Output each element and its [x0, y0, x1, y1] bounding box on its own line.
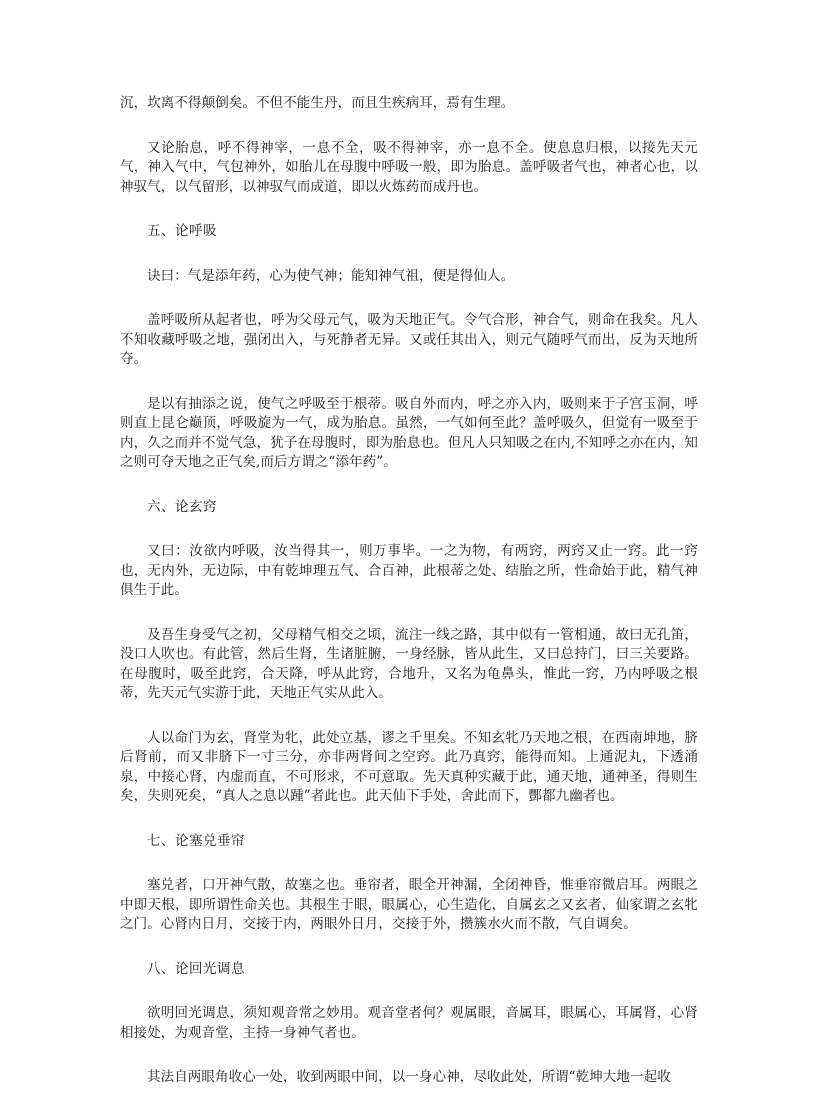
- section-heading-huiguang: 八、论回光调息: [147, 960, 245, 977]
- section-heading-saidui: 七、论塞兑垂帘: [147, 832, 245, 849]
- paragraph-method: 其法自两眼角收心一处，收到两眼中间，以一身心神，尽收此处，所谓“乾坤大地一起收: [147, 1069, 671, 1085]
- paragraph-guanyintang: 欲明回光调息，须知观音常之妙用。观音堂者何？观属眼，音属耳，眼属心，耳属肾，心肾相接处，为观音堂，主持一身神气者也。: [120, 1005, 698, 1041]
- paragraph-mingmen: 人以命门为玄，肾堂为牝，此处立基，谬之千里矣。不知玄牝乃天地之根，在西南坤地，脐后肾前，而又非脐下一寸三分，亦非两肾间之空窍。此乃真窍，能得而知。上通泥丸，下透涌泉，中接心肾，内虚而直，不可形求，不可意取。先天真种实藏于此，通天地，通神圣，得则生矣，失则死矣，“真人之息以踵”者此也。此天仙下手处，舍此而下，酆都九幽者也。: [120, 729, 698, 804]
- paragraph-huxi-origin: 盖呼吸所从起者也，呼为父母元气，吸为天地正气。令气合形，神合气，则命在我矣。凡人不知收藏呼吸之地，强闭出入，与死静者无异。又或任其出入，则元气随呼气而出，反为天地所夺。: [120, 312, 698, 367]
- section-heading-huxi: 五、论呼吸: [147, 223, 217, 239]
- paragraph-continuation: 沉，坎离不得颠倒矣。不但不能生丹，而且生疾病耳，焉有生理。: [120, 95, 515, 111]
- paragraph-youyue: 又曰：汝欲内呼吸，汝当得其一，则万事毕。一之为物，有两窍，两窍又止一窍。此一窍也，无内外，无边际，中有乾坤理五气、合百神，此根蒂之处、结胎之所，性命始于此，精气神俱生于此。: [120, 543, 698, 598]
- paragraph-taixi: 又论胎息，呼不得神宰，一息不全，吸不得神宰，亦一息不全。使息息归根，以接先天元气，神入气中，气包神外，如胎儿在母腹中呼吸一般，即为胎息。盖呼吸者气也，神者心也，以神驭气，以气留形，以神驭气而成道，即以火炼药而成丹也。: [120, 139, 698, 195]
- paragraph-saidui: 塞兑者，口开神气散，故塞之也。垂帘者，眼全开神漏，全闭神昏，惟垂帘微启耳。两眼之中即天根，即所谓性命关也。其根生于眼，眼属心，心生造化，自属玄之又玄者，仙家谓之玄牝之门。心肾内日月，交接于内，两眼外日月，交接于外，攒簇水火而不散，气自调矣。: [120, 877, 698, 932]
- paragraph-shoqi: 及吾生身受气之初，父母精气相交之顷，流注一线之路，其中似有一管相通，故曰无孔笛，没口人吹也。有此管，然后生肾，生诸脏腑，一身经脉，皆从此生，又曰总持门，曰三关要路。在母腹时，吸至此窍，合天降，呼从此窍，合地升，又名为龟鼻头，惟此一窍，乃内呼吸之根蒂，先天元气实游于此，天地正气实从此入。: [120, 626, 698, 701]
- paragraph-choutian: 是以有抽添之说，使气之呼吸至于根蒂。吸自外而内，呼之亦入内，吸则来于子宫玉洞，呼则直上昆仑巅顶，呼吸旋为一气，成为胎息。虽然，一气如何至此？盖呼吸久，但觉有一吸至于内，久之而并不觉气急，犹子在母腹时，即为胎息也。但凡人只知吸之在内,不知呼之亦在内，知之则可夺天地之正气矣,而后方谓之“添年药”。: [120, 395, 698, 470]
- document-page: [120, 94, 698, 1113]
- section-heading-xuanqiao: 六、论玄窍: [147, 498, 217, 515]
- paragraph-jue: 诀曰：气是添年药，心为使气神；能知神气祖，便是得仙人。: [147, 267, 515, 284]
